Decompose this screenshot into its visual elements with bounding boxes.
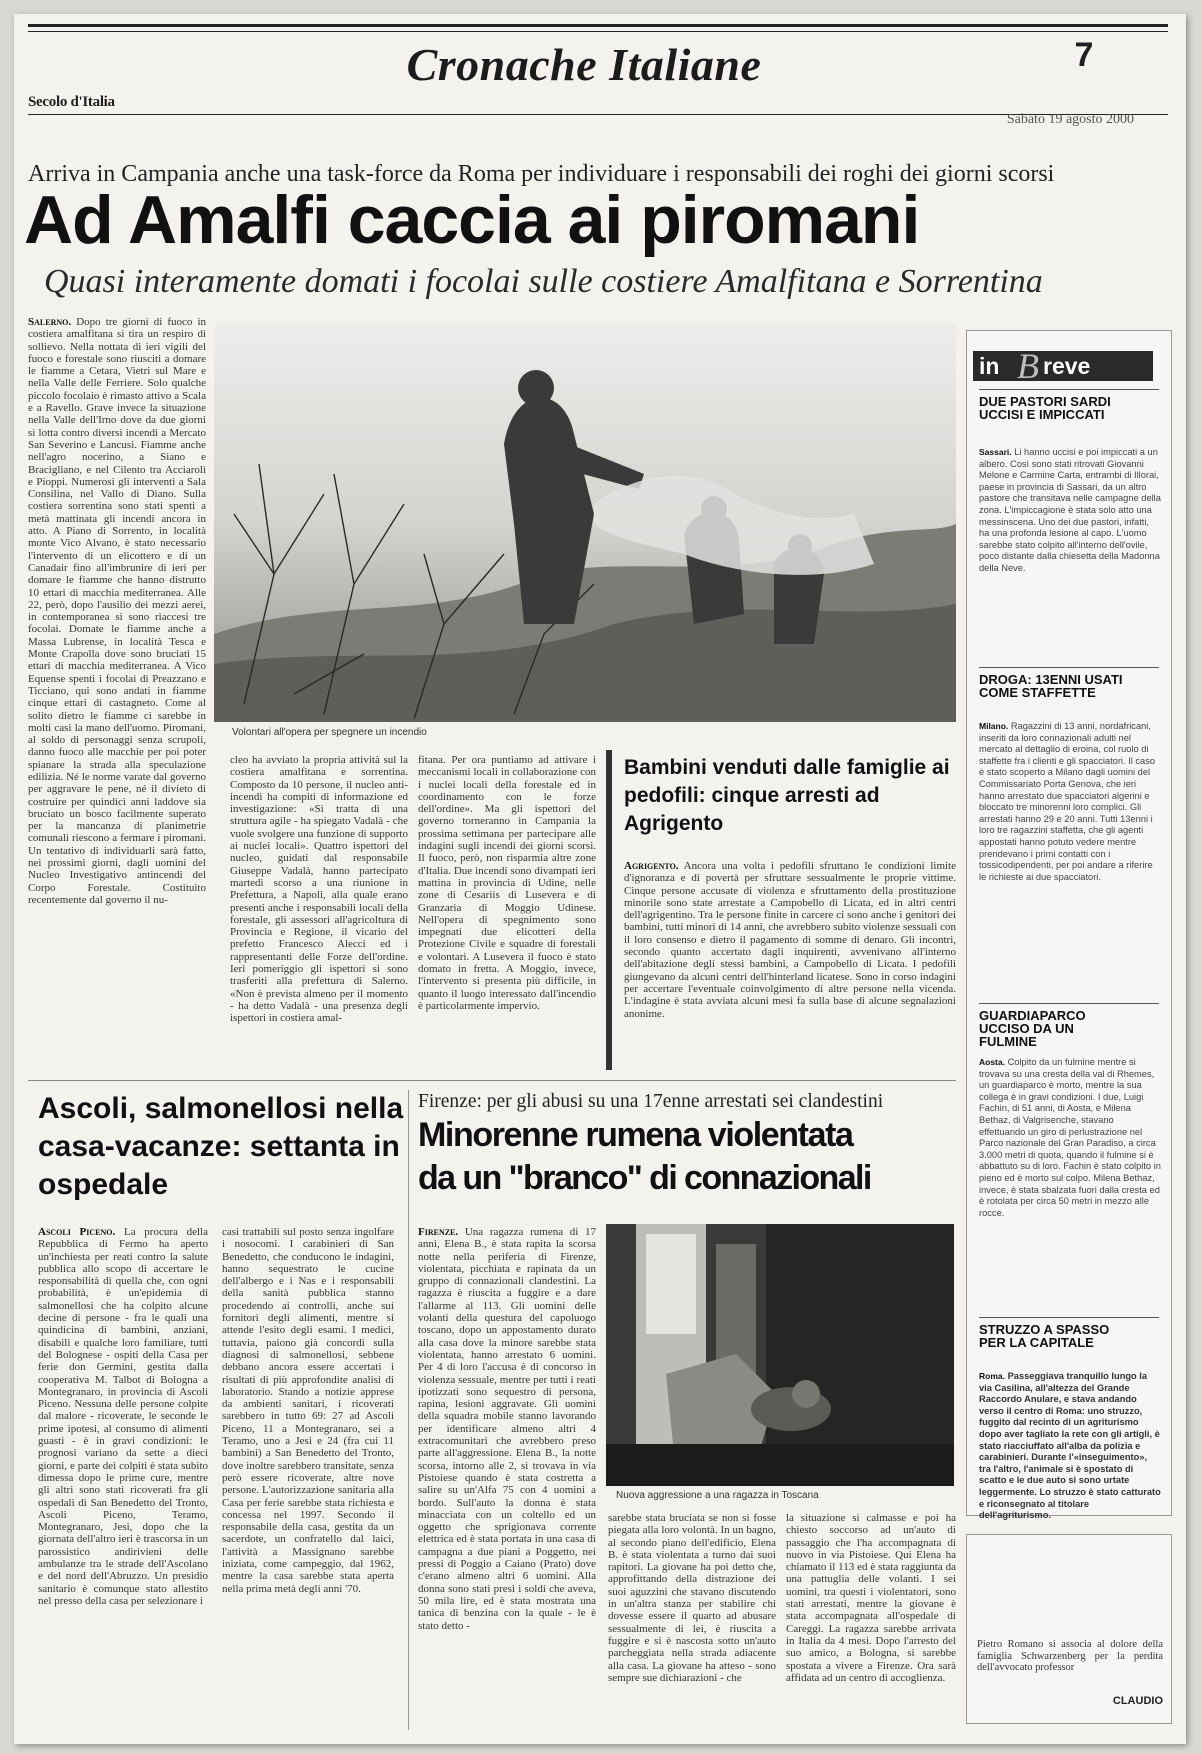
- firenze-dateline: Firenze.: [418, 1226, 459, 1238]
- firenze-headline-line1: Minorenne rumena violentata: [418, 1116, 853, 1154]
- inbreve-item-body: [979, 721, 1161, 997]
- inbreve-badge-in: in: [979, 353, 1000, 379]
- bambini-headline: Bambini venduti dalle famiglie ai pedofili: cinque arresti ad Agrigento: [624, 756, 950, 835]
- bambini-dateline: Agrigento.: [624, 860, 679, 872]
- inbreve-item-title: DUE PASTORI SARDI UCCISI E IMPICCATI: [979, 394, 1111, 422]
- section-divider: [28, 1080, 956, 1081]
- ascoli-dateline: Ascoli Piceno.: [38, 1226, 116, 1238]
- inbreve-item: [967, 1003, 1171, 1283]
- inbreve-item-text: Passeggiava tranquillo lungo la via Casilina, all'altezza del Grande Raccordo Anulare, e stava andando verso il centro di Roma: uno struzzo, fuggito dal recinto di un agriturismo dopo aver tagliato la rete con gli artigli, è stato riacciuffato all'alba da polizia e carabinieri. Durante l'«inseguimento», tra l'altro, l'animale si è spostato di scatto e le due auto si sono urtate leggermente. Lo struzzo è stato catturato e riconsegnato al titolare dell'agriturismo.: [979, 1371, 1161, 1521]
- column-divider: [408, 1090, 409, 1730]
- obituary-text: Pietro Romano si associa al dolore della famiglia Schwarzenberg per la perdita dell'avvocato professor: [977, 1639, 1163, 1673]
- inbreve-item-title: DROGA: 13ENNI USATI COME STAFFETTE: [979, 672, 1123, 700]
- inbreve-item-body: [979, 1371, 1161, 1521]
- inbreve-item: [967, 667, 1171, 999]
- inbreve-item: [967, 389, 1171, 657]
- ascoli-text-1: La procura della Repubblica di Fermo ha aperto un'inchiesta per reati contro la salute pubblica allo scopo di accertare le responsabilità di quella che, con ogni probabilità, è un'epidemia di salmonellosi che ha colpito alcune decine di persone - fra le quali una quindicina di bambini, anziani, disabili e qualche loro familiare, tutti del Bolognese - ospiti della Casa per ferie don Germini, gestita dalla cooperativa M. Talbot di Bologna a Montegranaro, in provincia di Ascoli Piceno. Nessuna delle persone colpite dal malore - ricoverate, le seconde le prime ipotesi, al consumo di alimenti guasti - è in gravi condizioni: le prognosi variano da sette a dieci giorni, e parte dei colpiti è stata subito dimessa dopo le prime cure, mentre gli altri sono stati ricoverati fra gli ospedali di San Benedetto del Tronto, Ascoli Piceno, Teramo, Montegranaro, Jesi, dopo che la giornata dell'altro ieri è trascorsa in un parossistico andirivieni delle ambulanze tra le strade dell'Ascolano e del nord dell'Abruzzo. Un presidio sanitario è comunque stato allestito nel presso della casa per selezionare i: [38, 1226, 208, 1607]
- inbreve-item-body: [979, 447, 1161, 653]
- inbreve-item-title: STRUZZO A SPASSO PER LA CAPITALE: [979, 1322, 1110, 1350]
- lead-text-1: Dopo tre giorni di fuoco in costiera amalfitana si tira un respiro di sollievo. Nella nottata di ieri vigili del fuoco e forestale sono riusciti a domare le fiamme a Cetara, Vietri sul Mare e nella Valle delle Ferriere. Solo qualche piccolo focolaio è rimasto attivo a Scala e a Ravello. Grave invece la situazione nella Valle dell'Irno dove da due giorni si lotta contro diversi incendi a Mercato San Severino e Lancusi. Fiamme anche nell'agro nocerino, a Siano e Bracigliano, e nel Cilento tra Acciaroli e Pioppi. Numerosi gli interventi a Sala Consilina, nel Vallo di Diano. Sulla costiera sorrentina sono stati spenti a metà mattinata gli incendi ancora in atto. A Piano di Sorrento, in località monte Vico Alvano, è stato necessario l'intervento di un elicottero e di un Canadair fino all'imbrunire di ieri per domare le fiamme che hanno distrutto 10 ettari di macchia mediterranea. Alle 22, però, dopo l'ausilio dei mezzi aerei, in contemporanea si sono riaccesi tre focolai. Domate le fiamme anche a Massa Lubrense, in località Tesca e Monte Crapolla dove sono bruciati 15 ettari di macchia mediterranea. A Vico Equense spenti i focolai di Preazzano e Ticciano, qui sono andati in fiamme cinque ettari di castagneto. Come al solito dietro le fiamme ci sarebbe in molti casi la mano dell'uomo. Piromani, al soldo di personaggi senza scrupoli, danno fuoco alle macchie per poi poter spianare la strada alla speculazione edilizia. Né le norme varate dal governo per aggravare le pene, né il divieto di costruire per quindici anni laddove sia bruciato un bosco facilmente superato per la mancanza di planimetrie comunali riescono a fermare i piromani. Un tentativo di individuarli sarà fatto, nei prossimi giorni, dagli uomini del Nucleo Investigativo antincendi del Corpo Forestale. Costituito recentemente dal governo il nu-: [28, 316, 207, 906]
- inbreve-item-text: Ragazzini di 13 anni, nordafricani, inseriti da loro connazionali adulti nel mercato al dettaglio di eroina, col ruolo di staffette fra i clienti e gli spacciatori. Il caso è stato scoperto a Milano dagli uomini del Commissariato Porta Genova, che ieri hanno arrestato due spacciatori algerini e bloccato tre minorenni loro complici. Gli arrestati hanno 29 e 20 anni. Tutti 13enni i loro tre ragazzini staffetta, che gli agenti appostati hanno potuto vedere mentre prendevano i primi contatti con i tossicodipendenti, per poi andare a riferire le richieste ai due spacciatori.: [979, 721, 1156, 882]
- lead-photo: [214, 324, 956, 722]
- brand-logo: Secolo d'Italia: [28, 94, 115, 110]
- inbreve-item-dateline: Aosta.: [979, 1057, 1005, 1067]
- lead-headline: Ad Amalfi caccia ai piromani: [24, 182, 920, 258]
- inbreve-item-dateline: Roma.: [979, 1371, 1005, 1381]
- inbreve-badge-b: B: [1017, 346, 1039, 386]
- top-rule-thin: [28, 31, 1168, 32]
- firenze-column-2: sarebbe stata bruciata se non si fosse piegata alla loro volontà. In un bagno, al secondo piano dell'edificio, Elena B. è stata violentata a turno dai suoi rapitori. La giovane ha poi detto che, approfittando della distrazione dei suoi aguzzini che stavano discutendo in un'altra stanza per stabilire chi dovesse essere il quarto ad abusare sessualmente di lei, è riuscita a fuggire e si è nascosta sotto un'auto parcheggiata nella strada adiacente alla casa. La giovane ha atteso - sono sempre sue dichiarazioni - che: [608, 1512, 776, 1684]
- inbreve-item: [967, 1317, 1171, 1521]
- bambini-article: [606, 750, 956, 1070]
- inbreve-item-text: Li hanno uccisi e poi impiccati a un albero. Così sono stati ritrovati Giovanni Melone e Carmine Carta, entrambi di Illorai, paese in provincia di Sassari, da un altro pastore che transitava nelle campagne della zona. L'impiccagione è stata solo atto una messinscena. Uno dei due pastori, infatti, ha una profonda lesione al capo. L'uomo sarebbe stato colpito all'interno dell'ovile, poco distante dalla chiesetta della Madonna della Neve.: [979, 447, 1161, 573]
- obituary-name: CLAUDIO: [1112, 1695, 1163, 1707]
- obituary-box: [966, 1534, 1172, 1724]
- lead-column-1: [28, 316, 206, 1068]
- lead-kicker: Arriva in Campania anche una task-force da Roma per individuare i responsabili dei roghi dei giorni scorsi: [28, 161, 1055, 187]
- firenze-column-3: la situazione si calmasse e poi ha chiesto soccorso ad un'auto di passaggio che l'ha accompagnata di nuovo in via Pistoiese. Qui Elena ha chiamato il 113 ed è stata raggiunta da una pattuglia delle volanti. I sei uomini, tra questi i violentatori, sono stati arrestati, mentre la giovane è stata accompagnata all'ospedale di Careggi. La ragazza sarebbe arrivata in Italia da 4 mesi. Dopo l'arresto del suo amico, a Bologna, si sarebbe spostata a vivere a Firenze. Ora sarà affidata ad un centro di accoglienza.: [786, 1512, 956, 1684]
- section-title: Cronache Italiane: [406, 39, 762, 90]
- ascoli-column-2: casi trattabili sul posto senza ingolfare i nosocomi. I carabinieri di San Benedetto, che conducono le indagini, hanno sequestrato le cucine dell'albergo e i Nas e i responsabili della sanità pubblica stanno procedendo ai controlli, anche sui fornitori degli alimenti, mentre si attende l'esito degli esami. I medici, tuttavia, paiono già concordi sulla diagnosi di salmonellosi, sebbene debbano ancora essere accertati i risultati di più approfondite analisi di laboratorio. Stando a notizie apprese da ambienti sanitari, i ricoverati sarebbero in tutto 69: 27 ad Ascoli Piceno, 11 a Montegranaro, sei a Teramo, uno a Jesi e 24 (fra cui 11 bambini) a San Benedetto del Tronto, dove inoltre sarebbero transitate, senza però essere ricoverate, altre nove persone. L'autorizzazione sanitaria alla Casa per ferie sarebbe stata richiesta e concessa nel 1997. Secondo il responsabile della casa, gestita da un sacerdote, un confratello dal laici, l'attività a Massignano sarebbe iniziata, come campeggio, dal 1962, mentre la casa sarebbe stata aperta nella prima metà degli anni '70.: [222, 1226, 394, 1595]
- top-rule: [28, 24, 1168, 27]
- fire-scene-image: [214, 324, 956, 722]
- firenze-photo-caption: Nuova aggressione a una ragazza in Toscana: [616, 1490, 819, 1501]
- ascoli-headline: Ascoli, salmonellosi nella casa-vacanze: settanta in ospedale: [38, 1092, 404, 1201]
- lead-dateline: Salerno.: [28, 316, 72, 328]
- inbreve-item-dateline: Sassari.: [979, 447, 1012, 457]
- inbreve-sidebar: [966, 330, 1172, 1521]
- newspaper-page: [14, 14, 1186, 1744]
- issue-date: Sabato 19 agosto 2000: [1006, 112, 1134, 127]
- aggression-scene-image: [606, 1224, 954, 1486]
- inbreve-item-title: GUARDIAPARCO UCCISO DA UN FULMINE: [979, 1008, 1086, 1049]
- firenze-column-1: [418, 1226, 596, 1732]
- bambini-text: Ancora una volta i pedofili sfruttano le condizioni limite d'ignoranza e di povertà per sfruttare sessualmente le proprie vittime. Cinque persone accusate di violenza e sfruttamento della prostituzione minorile sono state arrestate a Campobello di Licata, ed in altri centri dell'agrigentino. Tra le persone finite in carcere ci sono anche i genitori dei bambini, tutti minori di 14 anni, che avrebbero subito violenze sessuali con il loro consenso e dietro il pagamento di somme di denaro. Gli incontri, secondo quanto accertato dagli inquirenti, avvenivano all'interno dell'abitazione degli stessi bambini, a Campobello di Licata. I pedofili giungevano da alcuni centri dell'hinterland licatese. Sono in corso indagini per accertare l'eventuale coinvolgimento di altre persone nella vicenda. L'indagine è stata avviata alcuni mesi fa sulla base di alcune segnalazioni anonime.: [624, 860, 956, 1020]
- inbreve-item-dateline: Milano.: [979, 721, 1009, 731]
- ascoli-column-1: [38, 1226, 208, 1732]
- firenze-kicker: Firenze: per gli abusi su una 17enne arrestati sei clandestini: [418, 1091, 884, 1112]
- bambini-text-block: [624, 860, 956, 1066]
- firenze-headline-line2: da un "branco" di connazionali: [418, 1159, 871, 1197]
- firenze-text-1: Una ragazza rumena di 17 anni, Elena B., è stata rapita la scorsa notte nella periferia di Firenze, violentata, picchiata e rapinata da un gruppo di connazionali clandestini. La ragazza è riuscita a fuggire e a dare l'allarme al 113. Gli uomini delle volanti della questura del capoluogo toscano, dopo un appostamento durato alla casa dove la minore sarebbe stata violentata, hanno arrestato 6 uomini. Per 4 di loro l'accusa è di concorso in violenza sessuale, mentre per tutti i reati ipotizzati sono sequestro di persona, rapina, lesioni aggravate. Gli uomini della squadra mobile stanno lavorando per identificare almeno altri 4 extracomunitari che avrebbero preso parte all'aggressione. Elena B., la notte scorsa, intorno alle 2, si trovava in via Pistoiese quando è stata costretta a salire su un'Alfa 75 con 4 uomini a bordo. Sull'auto la donna è stata minacciata con un coltello ed un oggetto che sprigionava corrente elettrica ed è stata portata in una casa di campagna a due piani a Poggetto, nei pressi di Poggio a Caiano (Prato) dove c'erano almeno altri 6 uomini. Alla donna sono stati presi i soldi che aveva, 50 mila lire, ed è stata mostrata una tanica di benzina con la quale - le è stato detto -: [418, 1226, 596, 1632]
- page-number: 7: [1074, 36, 1094, 74]
- firenze-photo: [606, 1224, 954, 1486]
- lead-photo-caption: Volontari all'opera per spegnere un incendio: [232, 727, 427, 738]
- lead-subhead: Quasi interamente domati i focolai sulle costiere Amalfitana e Sorrentina: [44, 263, 1043, 300]
- lead-column-3: fitana. Per ora puntiamo ad attivare i meccanismi locali in collaborazione con i nuclei locali della forestale ed in coordinamento con le forze dell'ordine». Ma gli ispettori del governo torneranno in Campania la prossima settimana per partecipare alle indagini sugli incendi dei giorni scorsi. Il fuoco, però, non risparmia altre zone d'Italia. Due incendi sono divampati ieri mattina in provincia di Udine, nelle zone di Cesariis di Lusevera e di Granzaria di Moggio Udinese. Nell'opera di spegnimento sono impegnati due elicotteri della Protezione Civile e squadre di forestali e volontari. A Lusevera il fuoco è stato domato in fretta. A Moggio, invece, l'intervento si presenta più difficile, in quanto il luogo interessato dall'incendio è particolarmente impervio.: [418, 754, 596, 1012]
- inbreve-item-body: [979, 1057, 1161, 1279]
- inbreve-badge: [973, 346, 1153, 386]
- inbreve-badge-rest: reve: [1043, 353, 1091, 379]
- lead-column-2: cleo ha avviato la propria attività sul la costiera amalfitana e sorrentina. Composto da 10 persone, il nucleo anti-incendi ha compiti di informazione ed investigazione: «Si tratta di una struttura agile - ha spiegato Vadalà - che vuole svolgere una funzione di supporto ai nuclei locali». Quattro ispettori del nucleo, guidati dal responsabile Giuseppe Vadalà, hanno partecipato martedì scorso a una riunione in Prefettura, a Napoli, alla quale erano presenti anche i responsabili locali della forestale, gli assessori all'agricoltura di Provincia e Regione, il vicario del prefetto Francesco Alecci ed i rappresentanti delle Forze dell'ordine. Ieri pomeriggio gli ispettori si sono trasferiti alla prefettura di Salerno. «Non è prevista almeno per il momento - ha detto Vadalà - una presenza degli ispettori in costiera amal-: [230, 754, 408, 1025]
- inbreve-item-text: Colpito da un fulmine mentre si trovava su una cresta della val di Rhemes, un guardiaparco è morto, mentre la sua collega è in gravi condizioni. I due, Luigi Fachin, di 51 anni, di Aosta, e Milena Bethaz, di Valgrisenche, stavano effettuando un giro di perlustrazione nel Parco nazionale del Gran Paradiso, a circa 3.000 metri di quota, quando il fulmine si è abbattuto su di loro. Fachin è stato colpito in pieno ed è morto sul colpo. Milena Bethaz, invece, è stata sbalzata fuori dalla cresta ed è rotolata per circa 50 metri in mezzo alle rocce.: [979, 1057, 1161, 1218]
